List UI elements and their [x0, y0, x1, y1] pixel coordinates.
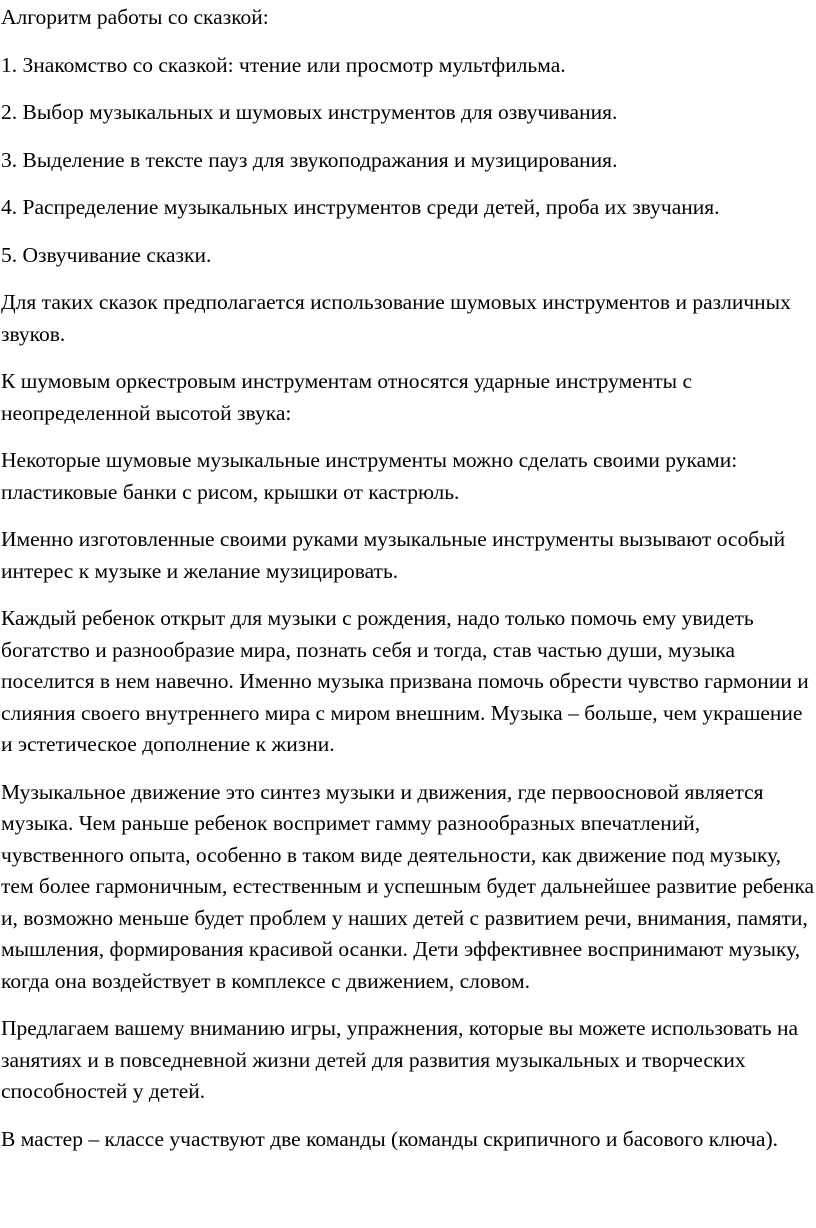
algorithm-step-1: 1. Знакомство со сказкой: чтение или просмотр мультфильма.: [1, 52, 566, 77]
paragraph-music-movement: Музыкальное движение это синтез музыки и движения, где первоосновой является музыка. Чем раньше ребенок воспримет гамму разнообразных впечатлений, чувственного опыта, особенно в таком виде деятельности, как движение под музыку, тем более гармоничным, естественным и успешным будет дальнейшее развитие ребенка и, возможно меньше будет проблем у наших детей с развитием речи, внимания, памяти, мышления, формирования красивой осанки. Дети эффективнее воспринимают музыку, когда она воздействует в комплексе с движением, словом.: [1, 779, 815, 993]
paragraph-interest: Именно изготовленные своими руками музыкальные инструменты вызывают особый интерес к музыке и желание музицировать.: [1, 527, 786, 583]
paragraph-games: Предлагаем вашему вниманию игры, упражнения, которые вы можете использовать на занятиях и в повседневной жизни детей для развития музыкальных и творческих способностей у детей.: [1, 1016, 799, 1103]
paragraph-percussion: К шумовым оркестровым инструментам относятся ударные инструменты с неопределенной высотой звука:: [1, 369, 693, 425]
paragraph-noise-instruments: Для таких сказок предполагается использование шумовых инструментов и различных звуков.: [1, 290, 791, 346]
paragraph-master-class: В мастер – классе участвуют две команды (команды скрипичного и басового ключа).: [1, 1126, 779, 1151]
algorithm-step-3: 3. Выделение в тексте пауз для звукоподражания и музицирования.: [1, 147, 618, 172]
algorithm-step-4: 4. Распределение музыкальных инструментов среди детей, проба их звучания.: [1, 195, 720, 219]
paragraph-child-music: Каждый ребенок открыт для музыки с рождения, надо только помочь ему увидеть богатство и разнообразие мира, познать себя и тогда, став частью души, музыка поселится в нем навечно. Именно музыка призвана помочь обрести чувство гармонии и слияния своего внутреннего мира с миром внешним. Музыка – больше, чем украшение и эстетическое дополнение к жизни.: [1, 606, 809, 756]
algorithm-step-5: 5. Озвучивание сказки.: [1, 242, 212, 267]
algorithm-step-2: 2. Выбор музыкальных и шумовых инструментов для озвучивания.: [1, 100, 618, 124]
paragraph-handmade: Некоторые шумовые музыкальные инструменты можно сделать своими руками: пластиковые банки с рисом, крышки от кастрюль.: [1, 448, 738, 504]
intro-heading: Алгоритм работы со сказкой:: [1, 5, 269, 29]
